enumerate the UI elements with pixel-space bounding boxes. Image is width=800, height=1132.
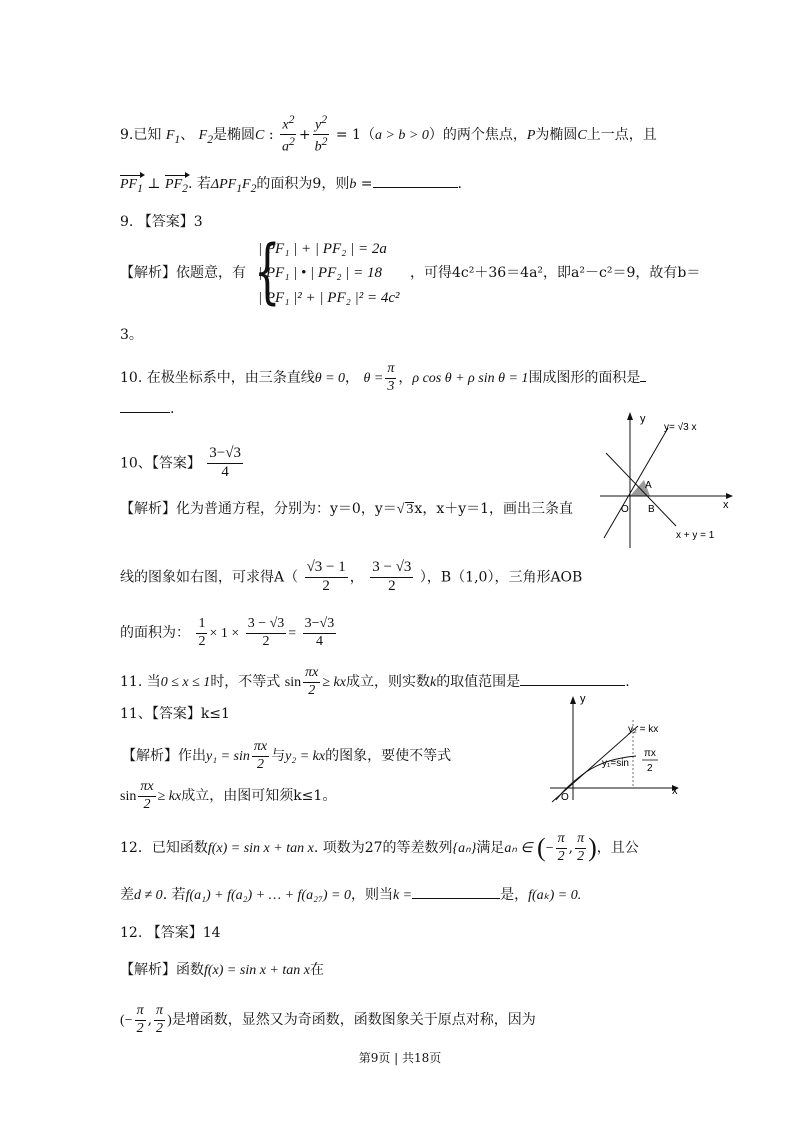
problem-10-question-line2: . xyxy=(120,400,174,416)
problem-10-graph xyxy=(596,408,736,556)
problem-12-answer: 12. 【答案】14 xyxy=(120,925,221,941)
problem-10-analysis-line3: 的面积为： $\frac{1}{2}$ × 1 × $\frac{3 - √3}{2}$ = $\frac{3-√3}{4}$ xyxy=(120,616,335,649)
graph-y1-frac-den: 2 xyxy=(647,763,653,774)
problem-10-analysis-line2: 线的图象如右图，可求得A（ $\frac{√3 - 1}{2}$ ， $\frac{3 - √3}{2}$ ），B（1,0），三角形AOB xyxy=(120,559,583,594)
problem-11-analysis-line2: sin $\frac{\pi x}{2}$ ≥ kx成立，由图可知须k≤1。 xyxy=(120,779,337,812)
problem-11-question: 11. 当0 ≤ x ≤ 1时，不等式 sin $\frac{\pi x}{2}$ ≥ kx成立，则实数k的取值范围是 . xyxy=(120,665,630,698)
page-footer: 第9页 | 共18页 xyxy=(358,1051,442,1065)
problem-10-analysis-line1: 【解析】化为普通方程，分别为：y＝0，y＝√ 3x，x＋y＝1，画出三条直 xyxy=(120,501,574,517)
problem-9-answer: 9. 【答案】3 xyxy=(120,214,203,230)
problem-9-analysis-label: 【解析】依题意，有 xyxy=(120,265,246,281)
system-brace: { xyxy=(253,230,281,312)
problem-11-graph xyxy=(546,690,686,806)
problem-10-question-line1: 10. 在极坐标系中，由三条直线θ = 0， θ = $\frac{\pi}{3}$ ，ρ cos θ + ρ sin θ = 1围成图形的面积是 xyxy=(120,362,646,394)
graph-line1-label: y= √3 x xyxy=(664,422,697,433)
problem-12-analysis-line2: (− $\frac{\pi}{2}$ , $\frac{\pi}{2}$ )是增函数，显然又为奇函数，函数图象关于原点对称，因为 xyxy=(120,1003,536,1036)
graph-y-label: y xyxy=(580,693,586,705)
problem-9-question-line2: $PF_1$ ⊥ $PF_2$. 若$\Delta PF_1F_2$的面积为9，则b = . xyxy=(120,176,462,195)
graph-a-label: A xyxy=(645,480,652,491)
line-x-plus-y-1 xyxy=(606,453,676,526)
graph-line2-label: x + y = 1 xyxy=(676,530,715,541)
problem-12-question-line1: 12．已知函数f(x) = sin x + tan x. 项数为27的等差数列{aₙ}满足aₙ ∈ (− $\frac{\pi}{2}$ , $\frac{\pi}{2}$ )，且公 xyxy=(120,831,639,864)
problem-12-analysis-line1: 【解析】函数f(x) = sin x + tan x在 xyxy=(120,962,324,978)
graph-o-label: O xyxy=(561,792,569,803)
y-axis-arrow xyxy=(627,412,633,420)
system-equation-2: | PF₁ | • | PF₂ | = 18 xyxy=(258,265,382,281)
graph-x-label: x xyxy=(672,785,678,797)
line-y-sqrt3x xyxy=(604,428,668,538)
system-equation-1: | PF₁ | + | PF₂ | = 2a xyxy=(258,241,387,257)
graph-x-label: x xyxy=(723,499,729,511)
graph-y-label: y xyxy=(640,413,646,425)
problem-10-answer: 10、【答案】 $\frac{3-√3}{4}$ xyxy=(120,445,241,480)
graph-o-label: O xyxy=(621,504,629,515)
graph-y1-frac-num: πx xyxy=(644,748,656,759)
problem-9-question-line1: 9.已知 $F_1$、 $F_2$是椭圆C : $\frac{x^2}{a^2}$ + $\frac{y^2}{b^2}$ = 1（a > b > 0）的两个焦点，P为椭圆C上一点，且 xyxy=(120,113,657,155)
graph-y1-label: y₁=sin xyxy=(602,758,629,769)
graph-y2-label: y₂ = kx xyxy=(628,724,659,735)
graph-b-label: B xyxy=(648,504,655,515)
problem-9-analysis-end: 3。 xyxy=(120,327,143,343)
problem-11-analysis-line1: 【解析】作出y₁ = sin $\frac{\pi x}{2}$ 与y₂ = kx的图象，要使不等式 xyxy=(122,739,452,772)
problem-12-question-line2: 差d ≠ 0. 若f(a₁) + f(a₂) + … + f(a₂₇) = 0，则当k = 是，f(aₖ) = 0. xyxy=(120,887,582,903)
system-equation-3: | PF₁ |² + | PF₂ |² = 4c² xyxy=(258,290,400,306)
problem-11-answer: 11、【答案】k≤1 xyxy=(120,706,230,722)
y-axis-arrow xyxy=(570,696,576,704)
problem-9-analysis-tail: ，可得4c²＋36＝4a²，即a²－c²＝9，故有b＝ xyxy=(410,265,701,281)
